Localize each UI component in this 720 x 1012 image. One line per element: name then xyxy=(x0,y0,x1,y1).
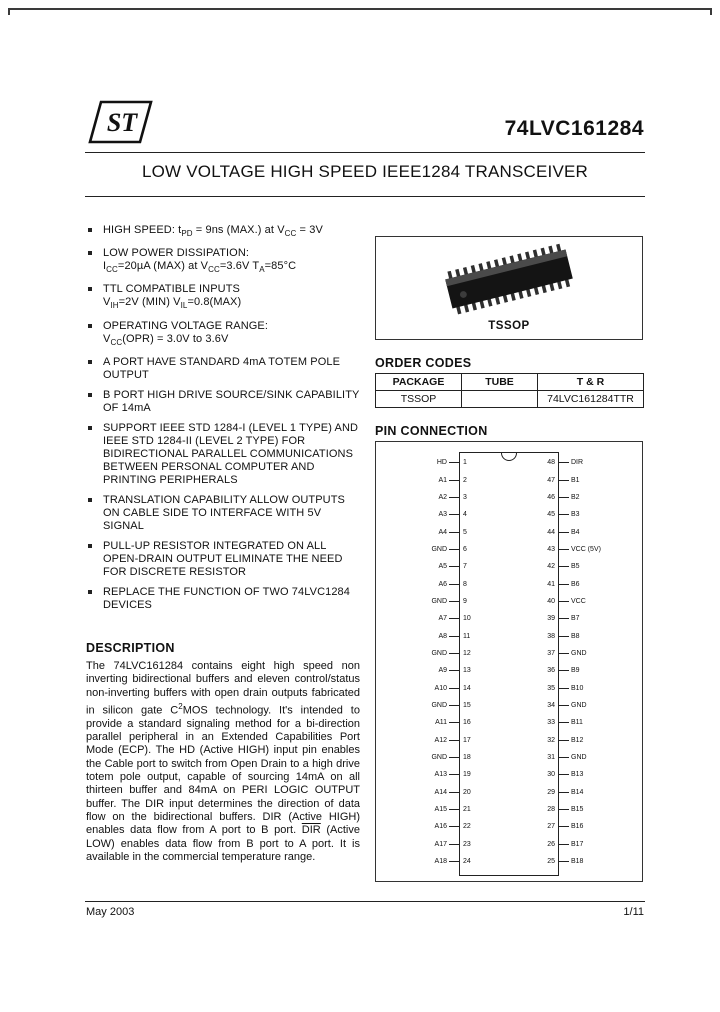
pin-body-segment xyxy=(459,477,559,484)
bullet-square-icon xyxy=(88,498,92,502)
order-codes-column-header: PACKAGE xyxy=(376,374,462,391)
pin-label-left: A2 xyxy=(438,493,447,501)
pin-number-right: 33 xyxy=(547,719,555,727)
pin-stub-icon xyxy=(559,809,569,810)
pin-body-segment xyxy=(459,581,559,588)
pin-label-left: GND xyxy=(431,701,447,709)
pin-body-segment xyxy=(459,823,559,830)
order-codes-header-row xyxy=(376,374,644,391)
bullet-square-icon xyxy=(88,590,92,594)
feature-item xyxy=(86,494,360,533)
pin-label-right: GND xyxy=(571,649,587,657)
pin-stub-icon xyxy=(559,740,569,741)
pin-label-left: A1 xyxy=(438,476,447,484)
pin-stub-icon xyxy=(559,497,569,498)
pin-label-left: A12 xyxy=(434,736,447,744)
pin-stub-icon xyxy=(559,636,569,637)
pin-stub-icon xyxy=(449,462,459,463)
pin-row xyxy=(376,853,642,870)
pin-body-segment xyxy=(459,529,559,536)
pin-number-left: 20 xyxy=(463,788,471,796)
pin-stub-icon xyxy=(559,462,569,463)
pin-body-segment xyxy=(459,789,559,796)
pin-label-right: B4 xyxy=(571,528,580,536)
footer-page-number: 1/11 xyxy=(623,906,644,918)
pin-label-right: B10 xyxy=(571,684,584,692)
pin-body-segment xyxy=(459,546,559,553)
pin-number-right: 48 xyxy=(547,459,555,467)
pin-number-left: 22 xyxy=(463,823,471,831)
pin-stub-icon xyxy=(559,688,569,689)
pin-body-segment xyxy=(459,511,559,518)
pin-number-right: 34 xyxy=(547,701,555,709)
pin-label-right: VCC xyxy=(571,597,586,605)
header-rule xyxy=(85,196,645,197)
pin-stub-icon xyxy=(559,757,569,758)
feature-text: A PORT HAVE STANDARD 4mA TOTEM POLE OUTPUT xyxy=(103,355,341,381)
pin-number-right: 43 xyxy=(547,545,555,553)
feature-item xyxy=(86,422,360,487)
pin-label-right: VCC (5V) xyxy=(571,545,601,553)
pin-body-segment xyxy=(459,563,559,570)
package-label: TSSOP xyxy=(488,320,530,332)
order-codes-heading: ORDER CODES xyxy=(375,356,472,370)
pin-number-right: 36 xyxy=(547,667,555,675)
bullet-square-icon xyxy=(88,544,92,548)
feature-item xyxy=(86,283,360,312)
pin-stub-icon xyxy=(449,532,459,533)
pin-number-left: 17 xyxy=(463,736,471,744)
pin-label-right: B7 xyxy=(571,615,580,623)
footer-rule xyxy=(85,901,645,902)
pin-stub-icon xyxy=(449,705,459,706)
pin-stub-icon xyxy=(559,653,569,654)
pin-stub-icon xyxy=(449,601,459,602)
pin-number-left: 10 xyxy=(463,615,471,623)
pin-number-right: 46 xyxy=(547,493,555,501)
pin-number-right: 29 xyxy=(547,788,555,796)
pin-stub-icon xyxy=(449,757,459,758)
pin-stub-icon xyxy=(559,861,569,862)
bullet-square-icon xyxy=(88,393,92,397)
pin-body-segment xyxy=(459,459,559,466)
pin-label-left: A7 xyxy=(438,615,447,623)
pin-label-left: HD xyxy=(436,459,447,467)
feature-item xyxy=(86,586,360,612)
pin-number-right: 38 xyxy=(547,632,555,640)
pin-label-right: B12 xyxy=(571,736,584,744)
order-codes-cell: 74LVC161284TTR xyxy=(538,391,644,408)
order-codes-cell xyxy=(462,391,538,408)
order-codes-body xyxy=(376,391,644,408)
pin-label-right: B17 xyxy=(571,840,584,848)
pin-body-segment xyxy=(459,719,559,726)
pin-label-right: B15 xyxy=(571,806,584,814)
pin-row xyxy=(376,506,642,523)
pin-number-left: 2 xyxy=(463,476,467,484)
pin-number-left: 18 xyxy=(463,754,471,762)
bullet-square-icon xyxy=(88,360,92,364)
order-codes-table xyxy=(375,373,644,408)
pin-stub-icon xyxy=(449,584,459,585)
features-list xyxy=(86,224,360,619)
pin-label-left: A8 xyxy=(438,632,447,640)
pin-row xyxy=(376,645,642,662)
pin-label-right: B5 xyxy=(571,563,580,571)
pin-stub-icon xyxy=(559,774,569,775)
pin-stub-icon xyxy=(559,549,569,550)
pin-number-left: 9 xyxy=(463,597,467,605)
pin-stub-icon xyxy=(559,618,569,619)
pin-row xyxy=(376,766,642,783)
order-codes-column-header: TUBE xyxy=(462,374,538,391)
st-logo-icon xyxy=(88,98,154,148)
pin-number-left: 12 xyxy=(463,649,471,657)
tssop-package-icon xyxy=(376,239,642,317)
pin-row xyxy=(376,732,642,749)
pin-label-left: A13 xyxy=(434,771,447,779)
pin-label-right: B13 xyxy=(571,771,584,779)
pin-row xyxy=(376,714,642,731)
pin-label-left: A3 xyxy=(438,511,447,519)
pin-stub-icon xyxy=(449,549,459,550)
bullet-square-icon xyxy=(88,228,92,232)
pin-stub-icon xyxy=(449,497,459,498)
pin-number-right: 26 xyxy=(547,840,555,848)
pin-number-left: 1 xyxy=(463,459,467,467)
pin-number-right: 31 xyxy=(547,754,555,762)
pin-row xyxy=(376,541,642,558)
pin-number-left: 15 xyxy=(463,701,471,709)
pin-number-left: 24 xyxy=(463,858,471,866)
scan-border-tick xyxy=(710,8,712,15)
order-codes-cell: TSSOP xyxy=(376,391,462,408)
header-rule xyxy=(85,152,645,153)
pin-body-segment xyxy=(459,650,559,657)
pin-number-right: 44 xyxy=(547,528,555,536)
feature-text: B PORT HIGH DRIVE SOURCE/SINK CAPABILITY OF 14mA xyxy=(103,388,360,414)
pin-stub-icon xyxy=(449,792,459,793)
pin-body-segment xyxy=(459,841,559,848)
feature-text: LOW POWER DISSIPATION: $I_{CC}=20\mu A$ (MAX) at $V_{CC}=3.6V$ $T_A=85^\circ C$ xyxy=(103,247,297,275)
pin-label-left: GND xyxy=(431,597,447,605)
feature-text: TRANSLATION CAPABILITY ALLOW OUTPUTS ON CABLE SIDE TO INTERFACE WITH 5V SIGNAL xyxy=(103,493,345,532)
pin-row xyxy=(376,489,642,506)
pin-stub-icon xyxy=(449,653,459,654)
pin-body-segment xyxy=(459,598,559,605)
description-body: The 74LVC161284 contains eight high speed non inverting bidirectional buffers and eleven control/status non-inverting buffers with open drain outputs fabricated in silicon gate $C^2MOS$ technology. It's intended to provide a standard signaling method for a bi-direction parallel peripheral in an Extended Capabilities Port Mode (ECP). The HD (Active HIGH) input pin enables the Cable port to switch from Open Drain to a high drive totem pole output, capable of sourcing 14mA on all thirteen buffer and 84mA on PERI LOGIC OUTPUT buffer. The DIR input determines the direction of data flow on the bidirectional buffers. DIR (Active HIGH) enables data flow from A port to B port. $\overline{DIR}$ (Active LOW) enables data flow from B port to A port. It is available in the commercial temperature range. xyxy=(86,660,360,863)
pin-label-left: A6 xyxy=(438,580,447,588)
feature-text: PULL-UP RESISTOR INTEGRATED ON ALL OPEN-DRAIN OUTPUT ELIMINATE THE NEED FOR DISCRETE RESISTOR xyxy=(103,539,343,578)
pin-label-left: GND xyxy=(431,754,447,762)
pin-body-segment xyxy=(459,667,559,674)
pin-stub-icon xyxy=(449,740,459,741)
feature-item xyxy=(86,320,360,349)
pin-stub-icon xyxy=(559,480,569,481)
pin-number-left: 4 xyxy=(463,511,467,519)
package-image-box xyxy=(375,236,643,340)
pin-label-left: A14 xyxy=(434,788,447,796)
feature-item xyxy=(86,247,360,276)
order-codes-row xyxy=(376,391,644,408)
pin-number-right: 35 xyxy=(547,684,555,692)
pin-row xyxy=(376,836,642,853)
scan-border-tick xyxy=(8,8,10,15)
pin-row xyxy=(376,697,642,714)
pin-row xyxy=(376,627,642,644)
pin-stub-icon xyxy=(449,514,459,515)
pin-body-segment xyxy=(459,754,559,761)
pin-label-right: B18 xyxy=(571,858,584,866)
pin-row xyxy=(376,679,642,696)
pin-number-right: 47 xyxy=(547,476,555,484)
pin-row xyxy=(376,801,642,818)
pin-stub-icon xyxy=(559,705,569,706)
pin-body-segment xyxy=(459,494,559,501)
pin-label-left: A15 xyxy=(434,806,447,814)
pin-stub-icon xyxy=(449,722,459,723)
feature-item xyxy=(86,389,360,415)
pin-rows xyxy=(376,454,642,870)
part-number: 74LVC161284 xyxy=(504,117,644,140)
pin-number-right: 37 xyxy=(547,649,555,657)
pin-number-left: 23 xyxy=(463,840,471,848)
pin-stub-icon xyxy=(559,844,569,845)
pin-label-right: DIR xyxy=(571,459,584,467)
pin-number-left: 19 xyxy=(463,771,471,779)
order-codes-column-header: T & R xyxy=(538,374,644,391)
pin-stub-icon xyxy=(559,566,569,567)
pin-number-left: 5 xyxy=(463,528,467,536)
pin-stub-icon xyxy=(559,532,569,533)
pin-stub-icon xyxy=(449,809,459,810)
pin-label-left: GND xyxy=(431,649,447,657)
pin-number-left: 13 xyxy=(463,667,471,675)
pin-label-right: B3 xyxy=(571,511,580,519)
pin-body-segment xyxy=(459,858,559,865)
pin-stub-icon xyxy=(559,792,569,793)
pin-label-right: GND xyxy=(571,754,587,762)
pin-number-right: 25 xyxy=(547,858,555,866)
feature-text: HIGH SPEED: $t_{PD} = 9ns$ (MAX.) at $V_{CC} = 3V$ xyxy=(103,224,323,239)
feature-item xyxy=(86,540,360,579)
pin-label-left: A17 xyxy=(434,840,447,848)
pin-number-left: 11 xyxy=(463,632,471,640)
pin-row xyxy=(376,471,642,488)
pin-label-left: A10 xyxy=(434,684,447,692)
pin-stub-icon xyxy=(449,670,459,671)
bullet-square-icon xyxy=(88,251,92,255)
feature-text: TTL COMPATIBLE INPUTS $V_{IH}=2V$ (MIN) $V_{IL}=0.8(MAX)$ xyxy=(103,283,242,311)
pin-stub-icon xyxy=(559,722,569,723)
pin-row xyxy=(376,575,642,592)
pin-stub-icon xyxy=(449,566,459,567)
pin-stub-icon xyxy=(559,514,569,515)
pin-body-segment xyxy=(459,771,559,778)
pin-label-right: GND xyxy=(571,701,587,709)
pin-connection-diagram xyxy=(375,441,643,882)
pin-label-left: GND xyxy=(431,545,447,553)
pin-row xyxy=(376,523,642,540)
st-logo-text: ST xyxy=(106,108,138,137)
pin-number-left: 8 xyxy=(463,580,467,588)
pin-body-segment xyxy=(459,702,559,709)
pin-stub-icon xyxy=(449,844,459,845)
pin-number-right: 32 xyxy=(547,736,555,744)
pin-stub-icon xyxy=(449,774,459,775)
pin-stub-icon xyxy=(449,688,459,689)
pin-stub-icon xyxy=(449,826,459,827)
pin-row xyxy=(376,784,642,801)
pin-row xyxy=(376,662,642,679)
bullet-square-icon xyxy=(88,324,92,328)
pin-label-right: B16 xyxy=(571,823,584,831)
pin-number-right: 42 xyxy=(547,563,555,571)
pin-number-right: 40 xyxy=(547,597,555,605)
feature-item xyxy=(86,356,360,382)
pin-label-right: B14 xyxy=(571,788,584,796)
pin-number-left: 7 xyxy=(463,563,467,571)
pin-stub-icon xyxy=(449,636,459,637)
feature-text: OPERATING VOLTAGE RANGE: $V_{CC}(OPR) = 3.0V$ to 3.6V xyxy=(103,319,268,347)
feature-text: REPLACE THE FUNCTION OF TWO 74LVC1284 DEVICES xyxy=(103,585,350,611)
pin-row xyxy=(376,818,642,835)
pin-label-right: B8 xyxy=(571,632,580,640)
pin-stub-icon xyxy=(559,670,569,671)
pin-number-right: 39 xyxy=(547,615,555,623)
pin-stub-icon xyxy=(559,826,569,827)
pin-body-segment xyxy=(459,737,559,744)
pin-connection-heading: PIN CONNECTION xyxy=(375,424,488,438)
pin-stub-icon xyxy=(449,618,459,619)
pin-label-left: A16 xyxy=(434,823,447,831)
scan-border-line xyxy=(8,8,712,10)
pin-number-left: 21 xyxy=(463,806,471,814)
feature-text: SUPPORT IEEE STD 1284-I (LEVEL 1 TYPE) AND IEEE STD 1284-II (LEVEL 2 TYPE) FOR BIDIRECTIONAL PARALLEL COMMUNICATIONS BETWEEN PERSONAL COMPUTER AND PRINTING PERIPHERALS xyxy=(103,421,359,486)
pin-label-left: A4 xyxy=(438,528,447,536)
pin-number-right: 27 xyxy=(547,823,555,831)
pin-label-left: A18 xyxy=(434,858,447,866)
footer-date: May 2003 xyxy=(86,906,135,918)
pin-body-segment xyxy=(459,633,559,640)
pin-number-left: 14 xyxy=(463,684,471,692)
pin-body-segment xyxy=(459,806,559,813)
bullet-square-icon xyxy=(88,426,92,430)
pin-row xyxy=(376,593,642,610)
pin-row xyxy=(376,610,642,627)
pin-label-left: A11 xyxy=(435,719,447,727)
description-heading: DESCRIPTION xyxy=(86,641,175,655)
pin-label-right: B11 xyxy=(571,719,583,727)
pin-number-right: 28 xyxy=(547,806,555,814)
pin-body-segment xyxy=(459,685,559,692)
pin-number-right: 41 xyxy=(547,580,555,588)
pin-label-left: A9 xyxy=(438,667,447,675)
pin-row xyxy=(376,454,642,471)
pin-label-right: B9 xyxy=(571,667,580,675)
pin-stub-icon xyxy=(449,861,459,862)
pin-row xyxy=(376,749,642,766)
bullet-square-icon xyxy=(88,287,92,291)
pin-body-segment xyxy=(459,615,559,622)
pin-label-right: B1 xyxy=(571,476,580,484)
pin-number-right: 30 xyxy=(547,771,555,779)
pin-number-left: 3 xyxy=(463,493,467,501)
document-subtitle: LOW VOLTAGE HIGH SPEED IEEE1284 TRANSCEIVER xyxy=(141,162,588,181)
pin-stub-icon xyxy=(559,584,569,585)
pin-number-left: 6 xyxy=(463,545,467,553)
pin-stub-icon xyxy=(559,601,569,602)
pin-stub-icon xyxy=(449,480,459,481)
feature-item xyxy=(86,224,360,240)
pin-label-right: B2 xyxy=(571,493,580,501)
pin-row xyxy=(376,558,642,575)
pin-number-left: 16 xyxy=(463,719,471,727)
pin-number-right: 45 xyxy=(547,511,555,519)
pin-label-left: A5 xyxy=(438,563,447,571)
pin-label-right: B6 xyxy=(571,580,580,588)
